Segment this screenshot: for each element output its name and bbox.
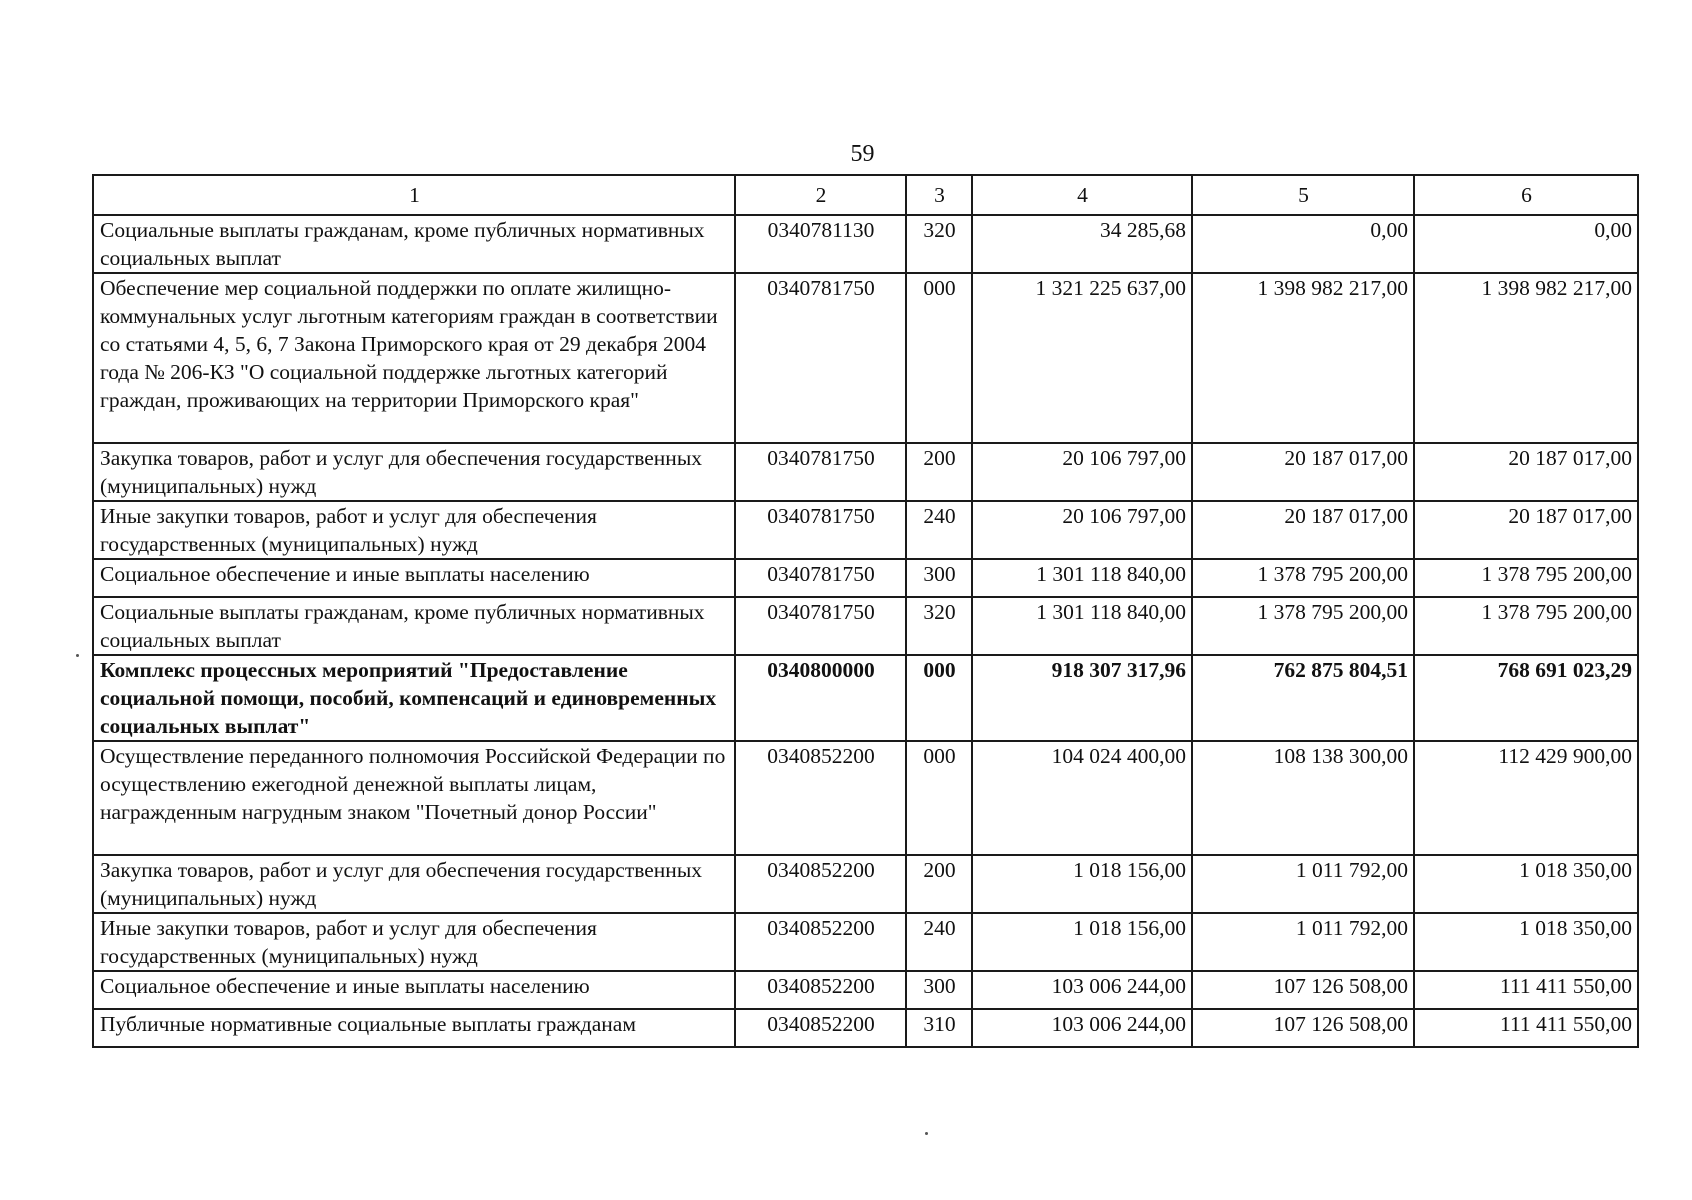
row-name-cell: Осуществление переданного полномочия Российской Федерации по осуществлению ежегодной денежной выплаты лицам, награжденным нагрудным знаком "Почетный донор России" (93, 741, 735, 855)
table-row (93, 741, 1638, 855)
table-row (93, 913, 1638, 971)
row-amount-2025-cell: 762 875 804,51 (1192, 655, 1414, 741)
row-amount-2025-cell: 1 011 792,00 (1192, 855, 1414, 913)
table-row (93, 273, 1638, 443)
row-code-cell: 0340781750 (735, 597, 906, 655)
row-amount-2025-cell: 108 138 300,00 (1192, 741, 1414, 855)
row-amount-2025-cell: 1 378 795 200,00 (1192, 597, 1414, 655)
row-type-cell: 310 (906, 1009, 972, 1047)
row-type-cell: 240 (906, 913, 972, 971)
table-row (93, 971, 1638, 1009)
row-amount-2026-cell: 1 378 795 200,00 (1414, 597, 1638, 655)
row-name-cell: Социальное обеспечение и иные выплаты населению (93, 971, 735, 1009)
row-name-cell: Социальные выплаты гражданам, кроме публичных нормативных социальных выплат (93, 215, 735, 273)
table-row (93, 855, 1638, 913)
row-amount-2024-cell: 1 018 156,00 (972, 913, 1192, 971)
row-amount-2025-cell: 1 011 792,00 (1192, 913, 1414, 971)
row-amount-2025-cell: 1 378 795 200,00 (1192, 559, 1414, 597)
row-code-cell: 0340852200 (735, 741, 906, 855)
row-code-cell: 0340800000 (735, 655, 906, 741)
row-type-cell: 300 (906, 559, 972, 597)
row-amount-2025-cell: 20 187 017,00 (1192, 501, 1414, 559)
row-amount-2026-cell: 20 187 017,00 (1414, 443, 1638, 501)
row-type-cell: 000 (906, 273, 972, 443)
table-body (93, 215, 1638, 1047)
row-amount-2024-cell: 20 106 797,00 (972, 443, 1192, 501)
row-code-cell: 0340781750 (735, 273, 906, 443)
row-code-cell: 0340852200 (735, 913, 906, 971)
row-amount-2024-cell: 104 024 400,00 (972, 741, 1192, 855)
budget-table (92, 174, 1639, 1048)
row-code-cell: 0340781750 (735, 559, 906, 597)
row-amount-2026-cell: 1 018 350,00 (1414, 913, 1638, 971)
row-name-cell: Закупка товаров, работ и услуг для обеспечения государственных (муниципальных) нужд (93, 443, 735, 501)
table-row (93, 597, 1638, 655)
table-header-row (93, 175, 1638, 215)
row-amount-2026-cell: 112 429 900,00 (1414, 741, 1638, 855)
row-amount-2026-cell: 111 411 550,00 (1414, 1009, 1638, 1047)
row-amount-2026-cell: 1 378 795 200,00 (1414, 559, 1638, 597)
row-amount-2026-cell: 20 187 017,00 (1414, 501, 1638, 559)
row-amount-2026-cell: 0,00 (1414, 215, 1638, 273)
row-amount-2025-cell: 20 187 017,00 (1192, 443, 1414, 501)
scan-speck (925, 1132, 928, 1135)
row-type-cell: 320 (906, 215, 972, 273)
row-amount-2024-cell: 20 106 797,00 (972, 501, 1192, 559)
row-amount-2024-cell: 1 301 118 840,00 (972, 597, 1192, 655)
table-row (93, 215, 1638, 273)
row-type-cell: 320 (906, 597, 972, 655)
table-row (93, 501, 1638, 559)
row-amount-2024-cell: 1 301 118 840,00 (972, 559, 1192, 597)
row-amount-2024-cell: 1 321 225 637,00 (972, 273, 1192, 443)
table-row (93, 655, 1638, 741)
table-row (93, 1009, 1638, 1047)
row-name-cell: Комплекс процессных мероприятий "Предоставление социальной помощи, пособий, компенсаций и единовременных социальных выплат" (93, 655, 735, 741)
table-row (93, 559, 1638, 597)
row-code-cell: 0340852200 (735, 855, 906, 913)
table-row (93, 443, 1638, 501)
row-type-cell: 000 (906, 655, 972, 741)
row-code-cell: 0340781130 (735, 215, 906, 273)
row-amount-2024-cell: 34 285,68 (972, 215, 1192, 273)
row-amount-2026-cell: 1 398 982 217,00 (1414, 273, 1638, 443)
row-type-cell: 200 (906, 855, 972, 913)
row-type-cell: 200 (906, 443, 972, 501)
row-type-cell: 240 (906, 501, 972, 559)
row-amount-2026-cell: 111 411 550,00 (1414, 971, 1638, 1009)
page-number: 59 (850, 141, 875, 167)
row-amount-2024-cell: 103 006 244,00 (972, 1009, 1192, 1047)
row-name-cell: Социальное обеспечение и иные выплаты населению (93, 559, 735, 597)
column-header-4: 4 (972, 175, 1192, 215)
row-amount-2026-cell: 768 691 023,29 (1414, 655, 1638, 741)
row-amount-2025-cell: 0,00 (1192, 215, 1414, 273)
column-header-6: 6 (1414, 175, 1638, 215)
column-header-2: 2 (735, 175, 906, 215)
row-amount-2025-cell: 1 398 982 217,00 (1192, 273, 1414, 443)
row-name-cell: Закупка товаров, работ и услуг для обеспечения государственных (муниципальных) нужд (93, 855, 735, 913)
scan-speck (76, 654, 79, 657)
column-header-3: 3 (906, 175, 972, 215)
row-name-cell: Иные закупки товаров, работ и услуг для обеспечения государственных (муниципальных) нужд (93, 913, 735, 971)
row-amount-2024-cell: 918 307 317,96 (972, 655, 1192, 741)
row-code-cell: 0340852200 (735, 1009, 906, 1047)
row-amount-2024-cell: 103 006 244,00 (972, 971, 1192, 1009)
row-amount-2024-cell: 1 018 156,00 (972, 855, 1192, 913)
row-code-cell: 0340781750 (735, 501, 906, 559)
row-amount-2026-cell: 1 018 350,00 (1414, 855, 1638, 913)
column-header-1: 1 (93, 175, 735, 215)
row-name-cell: Социальные выплаты гражданам, кроме публичных нормативных социальных выплат (93, 597, 735, 655)
row-amount-2025-cell: 107 126 508,00 (1192, 1009, 1414, 1047)
row-code-cell: 0340852200 (735, 971, 906, 1009)
row-amount-2025-cell: 107 126 508,00 (1192, 971, 1414, 1009)
row-name-cell: Обеспечение мер социальной поддержки по оплате жилищно-коммунальных услуг льготным категориям граждан в соответствии со статьями 4, 5, 6, 7 Закона Приморского края от 29 декабря 2004 года № 206-КЗ "О социальной поддержке льготных категорий граждан, проживающих на территории Приморского края" (93, 273, 735, 443)
row-type-cell: 000 (906, 741, 972, 855)
row-name-cell: Иные закупки товаров, работ и услуг для обеспечения государственных (муниципальных) нужд (93, 501, 735, 559)
column-header-5: 5 (1192, 175, 1414, 215)
row-code-cell: 0340781750 (735, 443, 906, 501)
row-type-cell: 300 (906, 971, 972, 1009)
row-name-cell: Публичные нормативные социальные выплаты гражданам (93, 1009, 735, 1047)
